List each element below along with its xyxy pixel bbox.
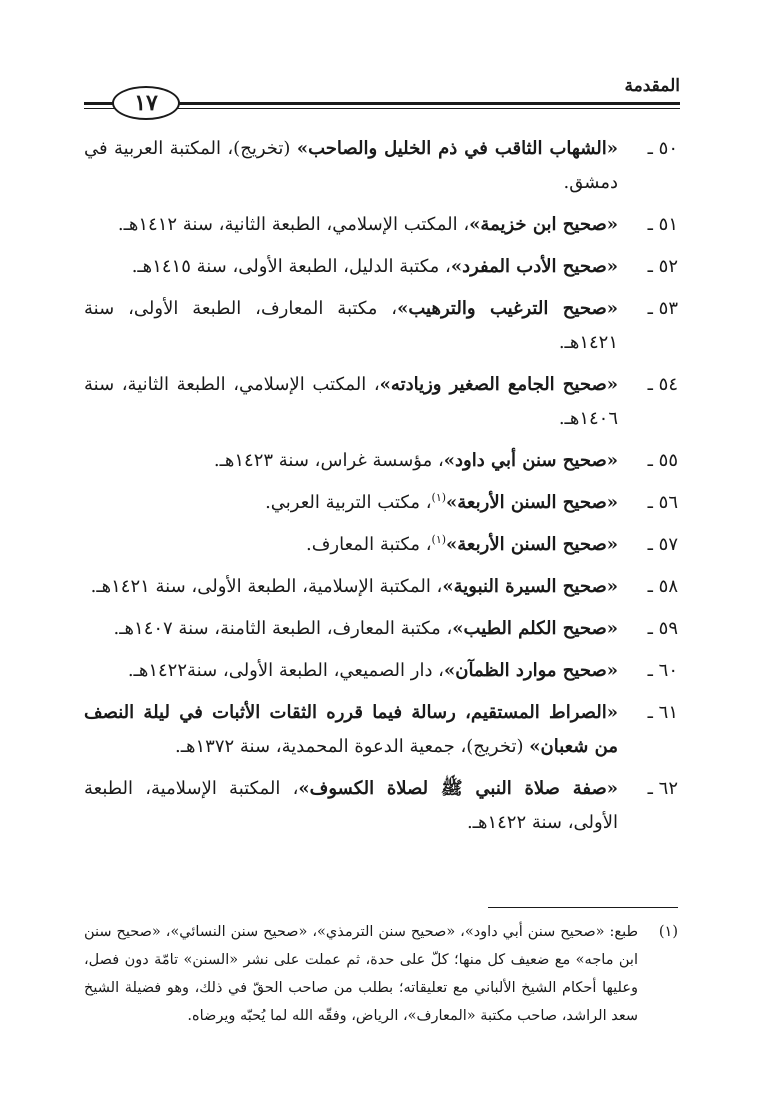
list-item: [84, 612, 678, 646]
entry-details: ، مكتبة المعارف، الطبعة الأولى، سنة ١٤٢١هـ.: [84, 298, 618, 353]
entry-body: [84, 292, 618, 360]
entry-body: [84, 250, 618, 284]
list-item: [84, 528, 678, 562]
entry-body: [84, 696, 618, 764]
entry-body: [84, 612, 618, 646]
entry-title: «صفة صلاة النبي ﷺ لصلاة الكسوف»: [298, 778, 618, 799]
entry-body: [84, 208, 618, 242]
entry-number: ٥٩ ـ: [647, 618, 678, 639]
entry-details: ، المكتبة الإسلامية، الطبعة الأولى، سنة ١٤٢١هـ.: [90, 576, 443, 597]
entry-number: ٥٨ ـ: [647, 576, 678, 597]
footnote-ref: (١): [431, 533, 447, 546]
entry-number: ٥٧ ـ: [647, 534, 678, 555]
entry-details: ، مكتبة المعارف.: [306, 534, 432, 555]
entry-body: [84, 570, 618, 604]
entry-details: ، مكتب التربية العربي.: [265, 492, 432, 513]
page-number: ١٧: [134, 90, 158, 116]
entry-list: [84, 132, 678, 848]
entry-title: «صحيح الجامع الصغير وزيادته»: [379, 374, 618, 395]
list-item: [84, 772, 678, 840]
entry-details: ، المكتب الإسلامي، الطبعة الثانية، سنة ١٤١٢هـ.: [117, 214, 470, 235]
section-title: المقدمة: [624, 76, 680, 96]
entry-body: [84, 654, 618, 688]
list-item: [84, 444, 678, 478]
entry-number: ٥٤ ـ: [647, 374, 678, 395]
entry-title: «صحيح الترغيب والترهيب»: [397, 298, 618, 319]
entry-details: ، المكتبة الإسلامية، الطبعة الأولى، سنة ١٤٢٢هـ.: [84, 778, 618, 833]
list-item: [84, 250, 678, 284]
entry-title: «صحيح السنن الأربعة»: [446, 534, 618, 555]
entry-number: ٥٢ ـ: [647, 256, 678, 277]
entry-title: «صحيح الأدب المفرد»: [450, 256, 618, 277]
entry-body: [84, 444, 618, 478]
list-item: [84, 132, 678, 200]
entry-body: [84, 772, 618, 840]
page-header: [84, 60, 680, 120]
list-item: [84, 208, 678, 242]
entry-title: «الصراط المستقيم، رسالة فيما قرره الثقات الأثبات في ليلة النصف من شعبان»: [84, 702, 618, 757]
entry-details: ، دار الصميعي، الطبعة الأولى، سنة١٤٢٢هـ.: [127, 660, 444, 681]
footnote-separator: [488, 907, 678, 908]
entry-details: ، مؤسسة غراس، سنة ١٤٢٣هـ.: [213, 450, 444, 471]
entry-body: [84, 368, 618, 436]
page-number-badge: [112, 86, 180, 120]
list-item: [84, 292, 678, 360]
list-item: [84, 654, 678, 688]
entry-title: «صحيح الكلم الطيب»: [452, 618, 618, 639]
list-item: [84, 486, 678, 520]
list-item: [84, 570, 678, 604]
entry-details: ، المكتب الإسلامي، الطبعة الثانية، سنة ١٤٠٦هـ.: [84, 374, 618, 429]
entry-title: «الشهاب الثاقب في ذم الخليل والصاحب»: [296, 138, 618, 159]
entry-title: «صحيح سنن أبي داود»: [443, 450, 618, 471]
footnote: [84, 918, 678, 1030]
entry-title: «صحيح موارد الظمآن»: [444, 660, 618, 681]
entry-title: «صحيح ابن خزيمة»: [469, 214, 618, 235]
entry-details: ، مكتبة الدليل، الطبعة الأولى، سنة ١٤١٥هـ.: [131, 256, 451, 277]
list-item: [84, 368, 678, 436]
entry-number: ٥١ ـ: [647, 214, 678, 235]
footnote-text: طبع: «صحيح سنن أبي داود»، «صحيح سنن الترمذي»، «صحيح سنن النسائي»، «صحيح سنن ابن ماجه» مع ضعيف كل منها؛ كلّ على حدة، ثم عملت على نشر «السنن» تامّة دون فصل، وعليها أحكام الشيخ الألباني مع تعليقاته؛ بطلب من صاحب الحقّ في ذلك، وهو فضيلة الشيخ سعد الراشد، صاحب مكتبة «المعارف»، الرياض، وفقّه الله لما يُحبّه ويرضاه.: [84, 924, 638, 1024]
entry-number: ٥٠ ـ: [647, 138, 678, 159]
entry-number: ٥٣ ـ: [647, 298, 678, 319]
entry-body: [84, 528, 618, 562]
entry-details: (تخريج)، المكتبة العربية في دمشق.: [84, 138, 618, 193]
entry-body: [84, 486, 618, 520]
entry-number: ٥٥ ـ: [647, 450, 678, 471]
footnote-ref: (١): [431, 491, 447, 504]
entry-details: ، مكتبة المعارف، الطبعة الثامنة، سنة ١٤٠٧هـ.: [113, 618, 453, 639]
entry-title: «صحيح السيرة النبوية»: [442, 576, 618, 597]
entry-number: ٥٦ ـ: [647, 492, 678, 513]
footnote-mark: (١): [658, 924, 678, 940]
entry-number: ٦١ ـ: [647, 702, 678, 723]
entry-number: ٦٠ ـ: [647, 660, 678, 681]
list-item: [84, 696, 678, 764]
entry-body: [84, 132, 618, 200]
entry-number: ٦٢ ـ: [647, 778, 678, 799]
entry-title: «صحيح السنن الأربعة»: [446, 492, 618, 513]
entry-details: (تخريج)، جمعية الدعوة المحمدية، سنة ١٣٧٢هـ.: [174, 736, 530, 757]
